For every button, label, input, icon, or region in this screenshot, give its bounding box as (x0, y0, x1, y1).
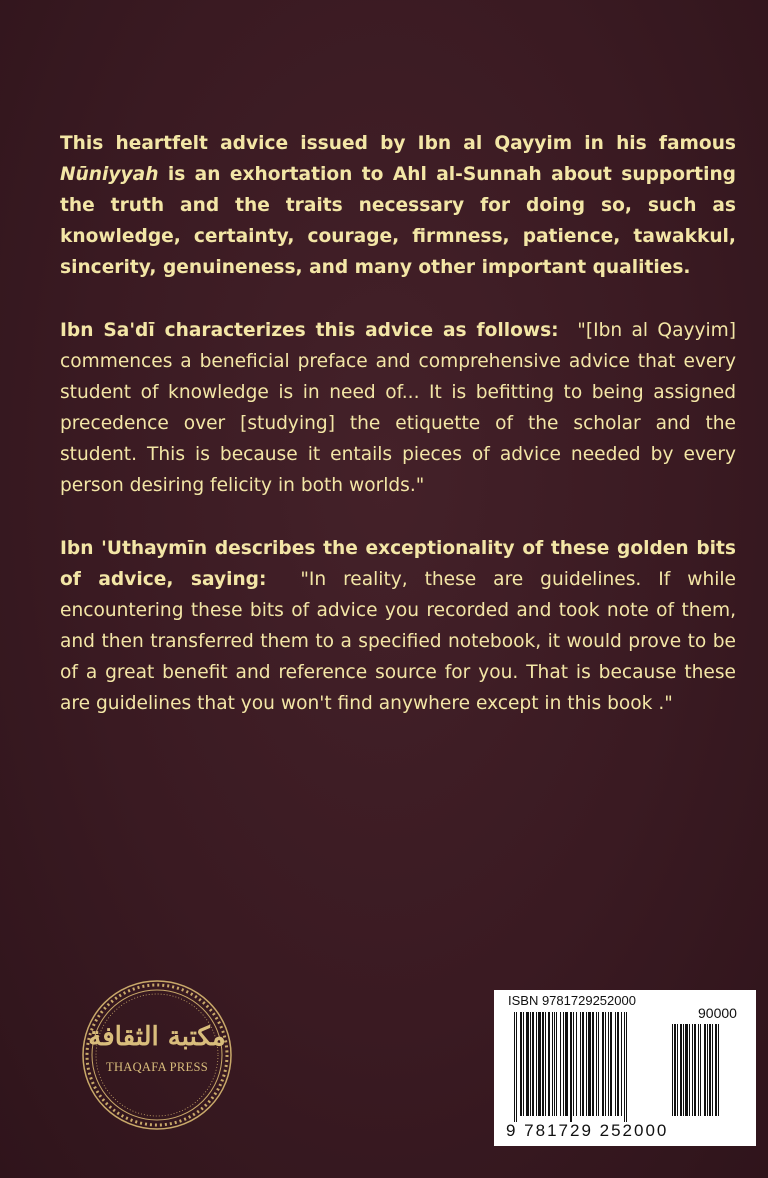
seal-ring-icon (80, 978, 234, 1132)
blurb-paragraph-1 (60, 128, 736, 283)
blurb-text (60, 128, 736, 751)
p1-text-end: is an exhortation to Ahl al-Sunnah about supporting the truth and the traits necessary for doing so, such as knowledge, certainty, courage, firmness, patience, tawakkul, sincerity, genuineness, and many other important qualities. (60, 164, 736, 278)
p1-text-start: This heartfelt advice issued by Ibn al Qayyim in his famous (60, 133, 736, 154)
blurb-paragraph-2 (60, 315, 736, 501)
book-title-italic: Nūniyyah (60, 164, 159, 185)
p2-quote: "[Ibn al Qayyim] commences a beneficial preface and comprehensive advice that every student of knowledge is in need of... It is befitting to being assigned precedence over [studying] the etiquette of the scholar and the student. This is because it entails pieces of advice needed by every person desiring felicity in both worlds." (60, 320, 737, 496)
isbn-barcode (494, 990, 756, 1146)
p3-lead: Ibn 'Uthaymīn describes the exceptionality of these golden bits of advice, saying: (60, 538, 736, 590)
p3-quote: "In reality, these are guidelines. If while encountering these bits of advice you recorded and took note of them, and then transferred them to a specified notebook, it would prove to be of a great benefit and reference source for you. That is because these are guidelines that you won't find anywhere except in this book ." (60, 569, 736, 714)
addon-barcode-icon (672, 1024, 744, 1124)
ean-barcode-icon (514, 1012, 664, 1122)
isbn-label: ISBN 9781729252000 (508, 993, 636, 1008)
p2-lead: Ibn Sa'dī characterizes this advice as follows: (60, 320, 559, 341)
price-code: 90000 (698, 1005, 737, 1021)
publisher-arabic-logo: مكتبة الثقافة (88, 1022, 226, 1052)
blurb-paragraph-3 (60, 533, 736, 719)
publisher-name: THAQAFA PRESS (106, 1060, 208, 1074)
publisher-seal (80, 978, 234, 1132)
ean-digits: 9 781729 252000 (506, 1121, 669, 1140)
